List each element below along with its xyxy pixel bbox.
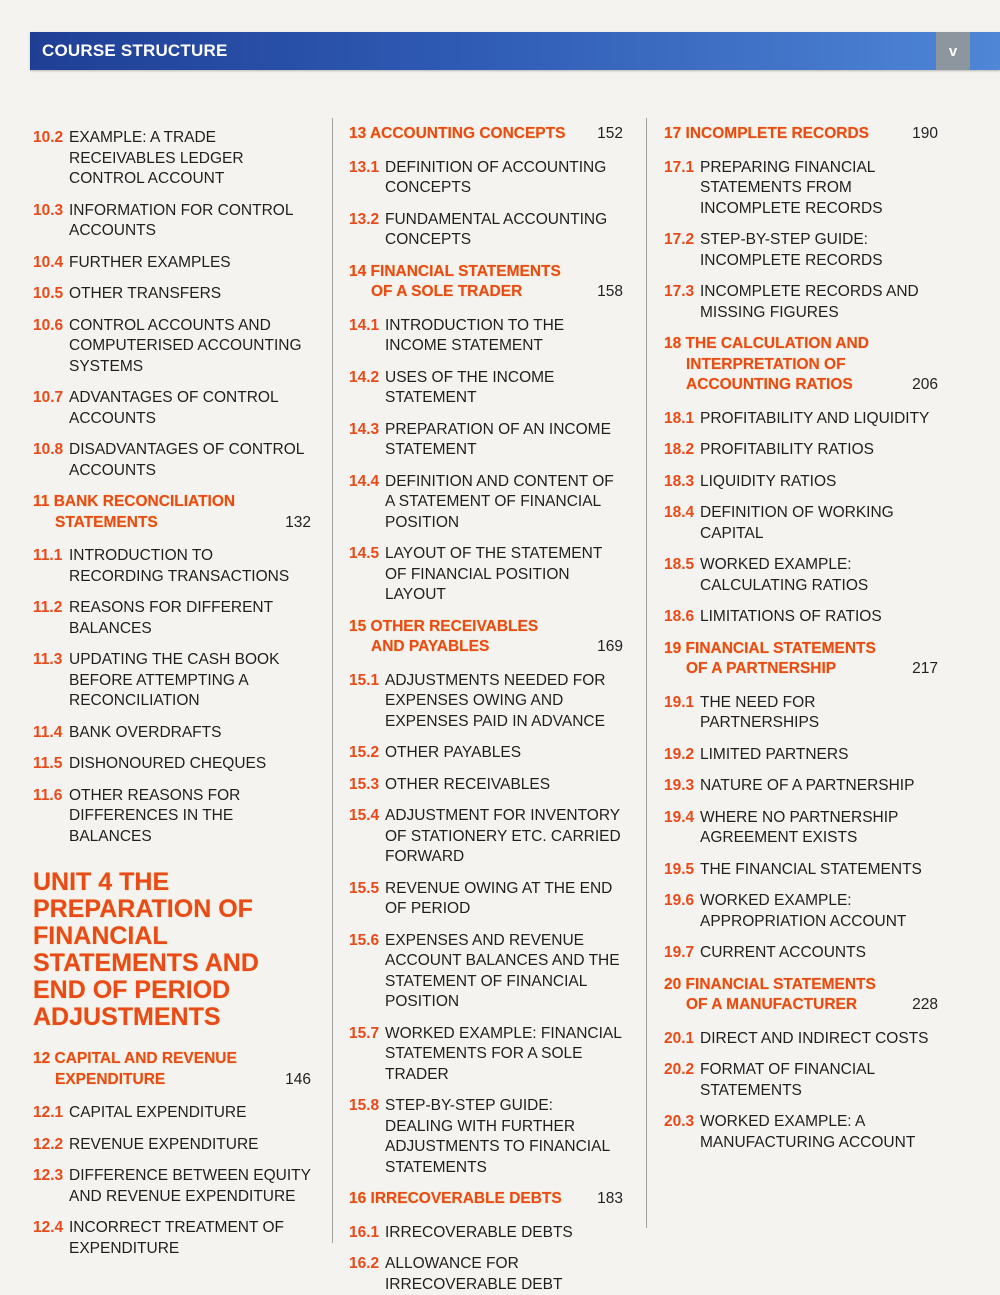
section-title: PREPARATION OF AN INCOME STATEMENT [385,421,611,459]
chapter-heading[interactable] [664,334,938,396]
section-number: 19.3 [664,776,694,797]
section-title: ADVANTAGES OF CONTROL ACCOUNTS [69,389,278,427]
toc-entry[interactable] [349,158,623,199]
toc-entry[interactable] [664,891,938,932]
toc-entry[interactable] [349,806,623,868]
toc-entry[interactable] [349,1254,623,1295]
section-number: 16.1 [349,1223,379,1244]
section-number: 10.3 [33,201,63,222]
section-number: 15.5 [349,879,379,900]
section-title: FORMAT OF FINANCIAL STATEMENTS [700,1061,875,1099]
chapter-page-number: 206 [912,375,938,396]
section-number: 20.2 [664,1060,694,1081]
chapter-heading[interactable] [349,262,623,303]
toc-entry[interactable] [349,544,623,606]
chapter-heading[interactable] [33,1049,311,1090]
section-number: 15.2 [349,743,379,764]
section-title: LAYOUT OF THE STATEMENT OF FINANCIAL POSITION LAYOUT [385,545,602,603]
section-title: NATURE OF A PARTNERSHIP [700,777,914,794]
section-title: ADJUSTMENTS NEEDED FOR EXPENSES OWING AND EXPENSES PAID IN ADVANCE [385,672,605,730]
toc-entry[interactable] [349,316,623,357]
chapter-title: 17 INCOMPLETE RECORDS [664,124,888,145]
section-number: 15.1 [349,671,379,692]
chapter-title: 14 FINANCIAL STATEMENTS OF A SOLE TRADER [349,262,573,303]
toc-entry[interactable] [349,879,623,920]
column-divider [332,118,333,1243]
section-title: UPDATING THE CASH BOOK BEFORE ATTEMPTING A RECONCILIATION [69,651,279,709]
toc-entry[interactable] [664,282,938,323]
section-number: 17.2 [664,230,694,251]
section-title: REVENUE EXPENDITURE [69,1136,258,1153]
section-list [349,1223,623,1295]
section-number: 19.2 [664,745,694,766]
unit-heading: UNIT 4 THE PREPARATION OF FINANCIAL STATEMENTS AND END OF PERIOD ADJUSTMENTS [33,869,311,1031]
section-title: INFORMATION FOR CONTROL ACCOUNTS [69,202,293,240]
toc-entry[interactable] [33,201,311,242]
section-list [349,316,623,606]
chapter-title: 13 ACCOUNTING CONCEPTS [349,124,573,145]
toc-entry[interactable] [349,671,623,733]
section-title: FUNDAMENTAL ACCOUNTING CONCEPTS [385,211,607,249]
toc-entry[interactable] [664,607,938,628]
section-number: 18.3 [664,472,694,493]
section-title: INTRODUCTION TO THE INCOME STATEMENT [385,317,564,355]
header-banner [30,32,1000,70]
section-title: LIMITED PARTNERS [700,746,848,763]
section-title: OTHER REASONS FOR DIFFERENCES IN THE BALANCES [69,787,240,845]
toc-entry[interactable] [33,1135,311,1156]
section-number: 19.1 [664,693,694,714]
toc-entry[interactable] [664,409,938,430]
section-number: 10.6 [33,316,63,337]
toc-entry[interactable] [349,1024,623,1086]
chapter-page-number: 217 [912,659,938,680]
section-number: 10.5 [33,284,63,305]
toc-column-2 [349,124,623,1243]
section-number: 11.1 [33,546,62,567]
toc-entry[interactable] [349,1223,623,1244]
toc-entry[interactable] [33,1218,311,1259]
chapter-page-number: 158 [597,282,623,303]
toc-entry[interactable] [33,253,311,274]
chapter-title: 20 FINANCIAL STATEMENTS OF A MANUFACTURER [664,975,888,1016]
section-number: 14.2 [349,368,379,389]
toc-entry[interactable] [33,440,311,481]
toc-entry[interactable] [349,368,623,409]
section-title: BANK OVERDRAFTS [69,724,221,741]
section-title: WORKED EXAMPLE: FINANCIAL STATEMENTS FOR A SOLE TRADER [385,1025,621,1083]
section-list [33,1103,311,1259]
section-number: 19.7 [664,943,694,964]
section-number: 19.5 [664,860,694,881]
section-title: DEFINITION OF WORKING CAPITAL [700,504,894,542]
section-title: IRRECOVERABLE DEBTS [385,1224,573,1241]
toc-entry[interactable] [349,1096,623,1178]
section-number: 12.4 [33,1218,63,1239]
toc-entry[interactable] [33,1103,311,1124]
section-number: 18.2 [664,440,694,461]
toc-entry[interactable] [664,1029,938,1050]
toc-entry[interactable] [33,546,311,587]
toc-entry[interactable] [664,472,938,493]
section-title: ALLOWANCE FOR IRRECOVERABLE DEBT [385,1255,562,1293]
section-title: WHERE NO PARTNERSHIP AGREEMENT EXISTS [700,809,898,847]
section-title: PROFITABILITY RATIOS [700,441,874,458]
section-number: 12.2 [33,1135,63,1156]
section-number: 15.4 [349,806,379,827]
toc-entry[interactable] [664,230,938,271]
section-title: PREPARING FINANCIAL STATEMENTS FROM INCOMPLETE RECORDS [700,159,883,217]
section-list [349,671,623,1179]
chapter-title: 19 FINANCIAL STATEMENTS OF A PARTNERSHIP [664,639,888,680]
chapter-title: 15 OTHER RECEIVABLES AND PAYABLES [349,617,573,658]
toc-entry[interactable] [664,776,938,797]
chapter-heading[interactable] [349,124,623,145]
section-number: 17.3 [664,282,694,303]
section-title: ADJUSTMENT FOR INVENTORY OF STATIONERY ETC. CARRIED FORWARD [385,807,621,865]
section-title: WORKED EXAMPLE: A MANUFACTURING ACCOUNT [700,1113,915,1151]
section-number: 13.1 [349,158,379,179]
chapter-heading[interactable] [664,124,938,145]
section-title: CONTROL ACCOUNTS AND COMPUTERISED ACCOUNTING SYSTEMS [69,317,302,375]
section-number: 10.2 [33,128,63,149]
section-number: 15.8 [349,1096,379,1117]
chapter-page-number: 146 [285,1070,311,1091]
section-number: 17.1 [664,158,694,179]
toc-entry[interactable] [33,316,311,378]
section-list [664,693,938,964]
chapter-page-number: 132 [285,513,311,534]
toc-entry[interactable] [664,1060,938,1101]
chapter-page-number: 183 [597,1189,623,1210]
section-list [33,546,311,847]
chapter-title: 18 THE CALCULATION AND INTERPRETATION OF ACCOUNTING RATIOS [664,334,888,396]
toc-entry[interactable] [664,943,938,964]
section-number: 14.4 [349,472,379,493]
section-number: 14.3 [349,420,379,441]
section-title: INCORRECT TREATMENT OF EXPENDITURE [69,1219,284,1257]
chapter-heading[interactable] [349,617,623,658]
section-list [664,1029,938,1154]
section-title: PROFITABILITY AND LIQUIDITY [700,410,929,427]
section-number: 10.7 [33,388,63,409]
section-title: FURTHER EXAMPLES [69,254,231,271]
chapter-heading[interactable] [33,492,311,533]
section-number: 20.3 [664,1112,694,1133]
section-number: 19.6 [664,891,694,912]
toc-entry[interactable] [349,210,623,251]
toc-entry[interactable] [664,158,938,220]
toc-entry[interactable] [33,284,311,305]
toc-entry[interactable] [664,808,938,849]
section-list [664,158,938,324]
toc-entry[interactable] [33,650,311,712]
chapter-title: 11 BANK RECONCILIATION STATEMENTS [33,492,261,533]
chapter-title: 16 IRRECOVERABLE DEBTS [349,1189,573,1210]
section-title: EXPENSES AND REVENUE ACCOUNT BALANCES AND THE STATEMENT OF FINANCIAL POSITION [385,932,620,1011]
toc-column-3 [664,124,938,1243]
section-title: INCOMPLETE RECORDS AND MISSING FIGURES [700,283,919,321]
section-number: 12.1 [33,1103,63,1124]
section-title: CURRENT ACCOUNTS [700,944,866,961]
section-title: DIFFERENCE BETWEEN EQUITY AND REVENUE EXPENDITURE [69,1167,311,1205]
chapter-page-number: 228 [912,995,938,1016]
section-number: 11.5 [33,754,62,775]
toc-entry[interactable] [349,931,623,1013]
section-number: 10.4 [33,253,63,274]
toc-entry[interactable] [33,786,311,848]
section-list [349,158,623,251]
page-title: COURSE STRUCTURE [42,41,228,61]
section-number: 10.8 [33,440,63,461]
section-number: 14.1 [349,316,379,337]
toc-entry[interactable] [664,745,938,766]
toc-entry[interactable] [33,754,311,775]
section-number: 18.6 [664,607,694,628]
toc-entry[interactable] [349,420,623,461]
chapter-page-number: 169 [597,637,623,658]
section-title: INTRODUCTION TO RECORDING TRANSACTIONS [69,547,289,585]
section-title: DEFINITION OF ACCOUNTING CONCEPTS [385,159,606,197]
toc-entry[interactable] [664,440,938,461]
section-title: LIQUIDITY RATIOS [700,473,836,490]
toc-entry[interactable] [33,128,311,190]
toc-entry[interactable] [33,1166,311,1207]
toc-entry[interactable] [664,693,938,734]
section-title: WORKED EXAMPLE: CALCULATING RATIOS [700,556,868,594]
section-number: 11.2 [33,598,62,619]
section-title: DISHONOURED CHEQUES [69,755,266,772]
section-number: 18.1 [664,409,694,430]
toc-entry[interactable] [349,743,623,764]
section-list [33,128,311,481]
toc-entry[interactable] [349,472,623,534]
column-divider [646,118,647,1228]
toc-entry[interactable] [664,555,938,596]
section-title: CAPITAL EXPENDITURE [69,1104,246,1121]
section-number: 18.4 [664,503,694,524]
section-number: 14.5 [349,544,379,565]
chapter-page-number: 152 [597,124,623,145]
chapter-page-number: 190 [912,124,938,145]
section-title: USES OF THE INCOME STATEMENT [385,369,554,407]
section-number: 15.6 [349,931,379,952]
section-title: OTHER PAYABLES [385,744,521,761]
toc-entry[interactable] [33,723,311,744]
section-number: 19.4 [664,808,694,829]
section-title: EXAMPLE: A TRADE RECEIVABLES LEDGER CONTROL ACCOUNT [69,129,244,187]
section-title: LIMITATIONS OF RATIOS [700,608,882,625]
section-list [664,409,938,628]
section-title: STEP-BY-STEP GUIDE: DEALING WITH FURTHER ADJUSTMENTS TO FINANCIAL STATEMENTS [385,1097,610,1176]
chapter-heading[interactable] [664,975,938,1016]
section-title: DISADVANTAGES OF CONTROL ACCOUNTS [69,441,304,479]
section-number: 15.3 [349,775,379,796]
section-title: REVENUE OWING AT THE END OF PERIOD [385,880,612,918]
toc-column-1 [33,128,311,1243]
section-title: DEFINITION AND CONTENT OF A STATEMENT OF FINANCIAL POSITION [385,473,614,531]
toc-entry[interactable] [664,860,938,881]
page-number: v [936,32,970,70]
section-title: THE NEED FOR PARTNERSHIPS [700,694,819,732]
chapter-heading[interactable] [664,639,938,680]
section-number: 20.1 [664,1029,694,1050]
section-title: STEP-BY-STEP GUIDE: INCOMPLETE RECORDS [700,231,883,269]
section-number: 13.2 [349,210,379,231]
toc-entry[interactable] [664,1112,938,1153]
section-number: 11.3 [33,650,62,671]
section-title: DIRECT AND INDIRECT COSTS [700,1030,929,1047]
section-number: 18.5 [664,555,694,576]
section-title: WORKED EXAMPLE: APPROPRIATION ACCOUNT [700,892,906,930]
chapter-heading[interactable] [349,1189,623,1210]
section-title: OTHER TRANSFERS [69,285,221,302]
section-number: 15.7 [349,1024,379,1045]
section-number: 16.2 [349,1254,379,1275]
section-title: REASONS FOR DIFFERENT BALANCES [69,599,273,637]
section-title: THE FINANCIAL STATEMENTS [700,861,922,878]
section-title: OTHER RECEIVABLES [385,776,550,793]
section-number: 11.4 [33,723,62,744]
section-number: 11.6 [33,786,62,807]
section-number: 12.3 [33,1166,63,1187]
toc-entry[interactable] [664,503,938,544]
toc-entry[interactable] [349,775,623,796]
toc-entry[interactable] [33,598,311,639]
chapter-title: 12 CAPITAL AND REVENUE EXPENDITURE [33,1049,261,1090]
toc-entry[interactable] [33,388,311,429]
